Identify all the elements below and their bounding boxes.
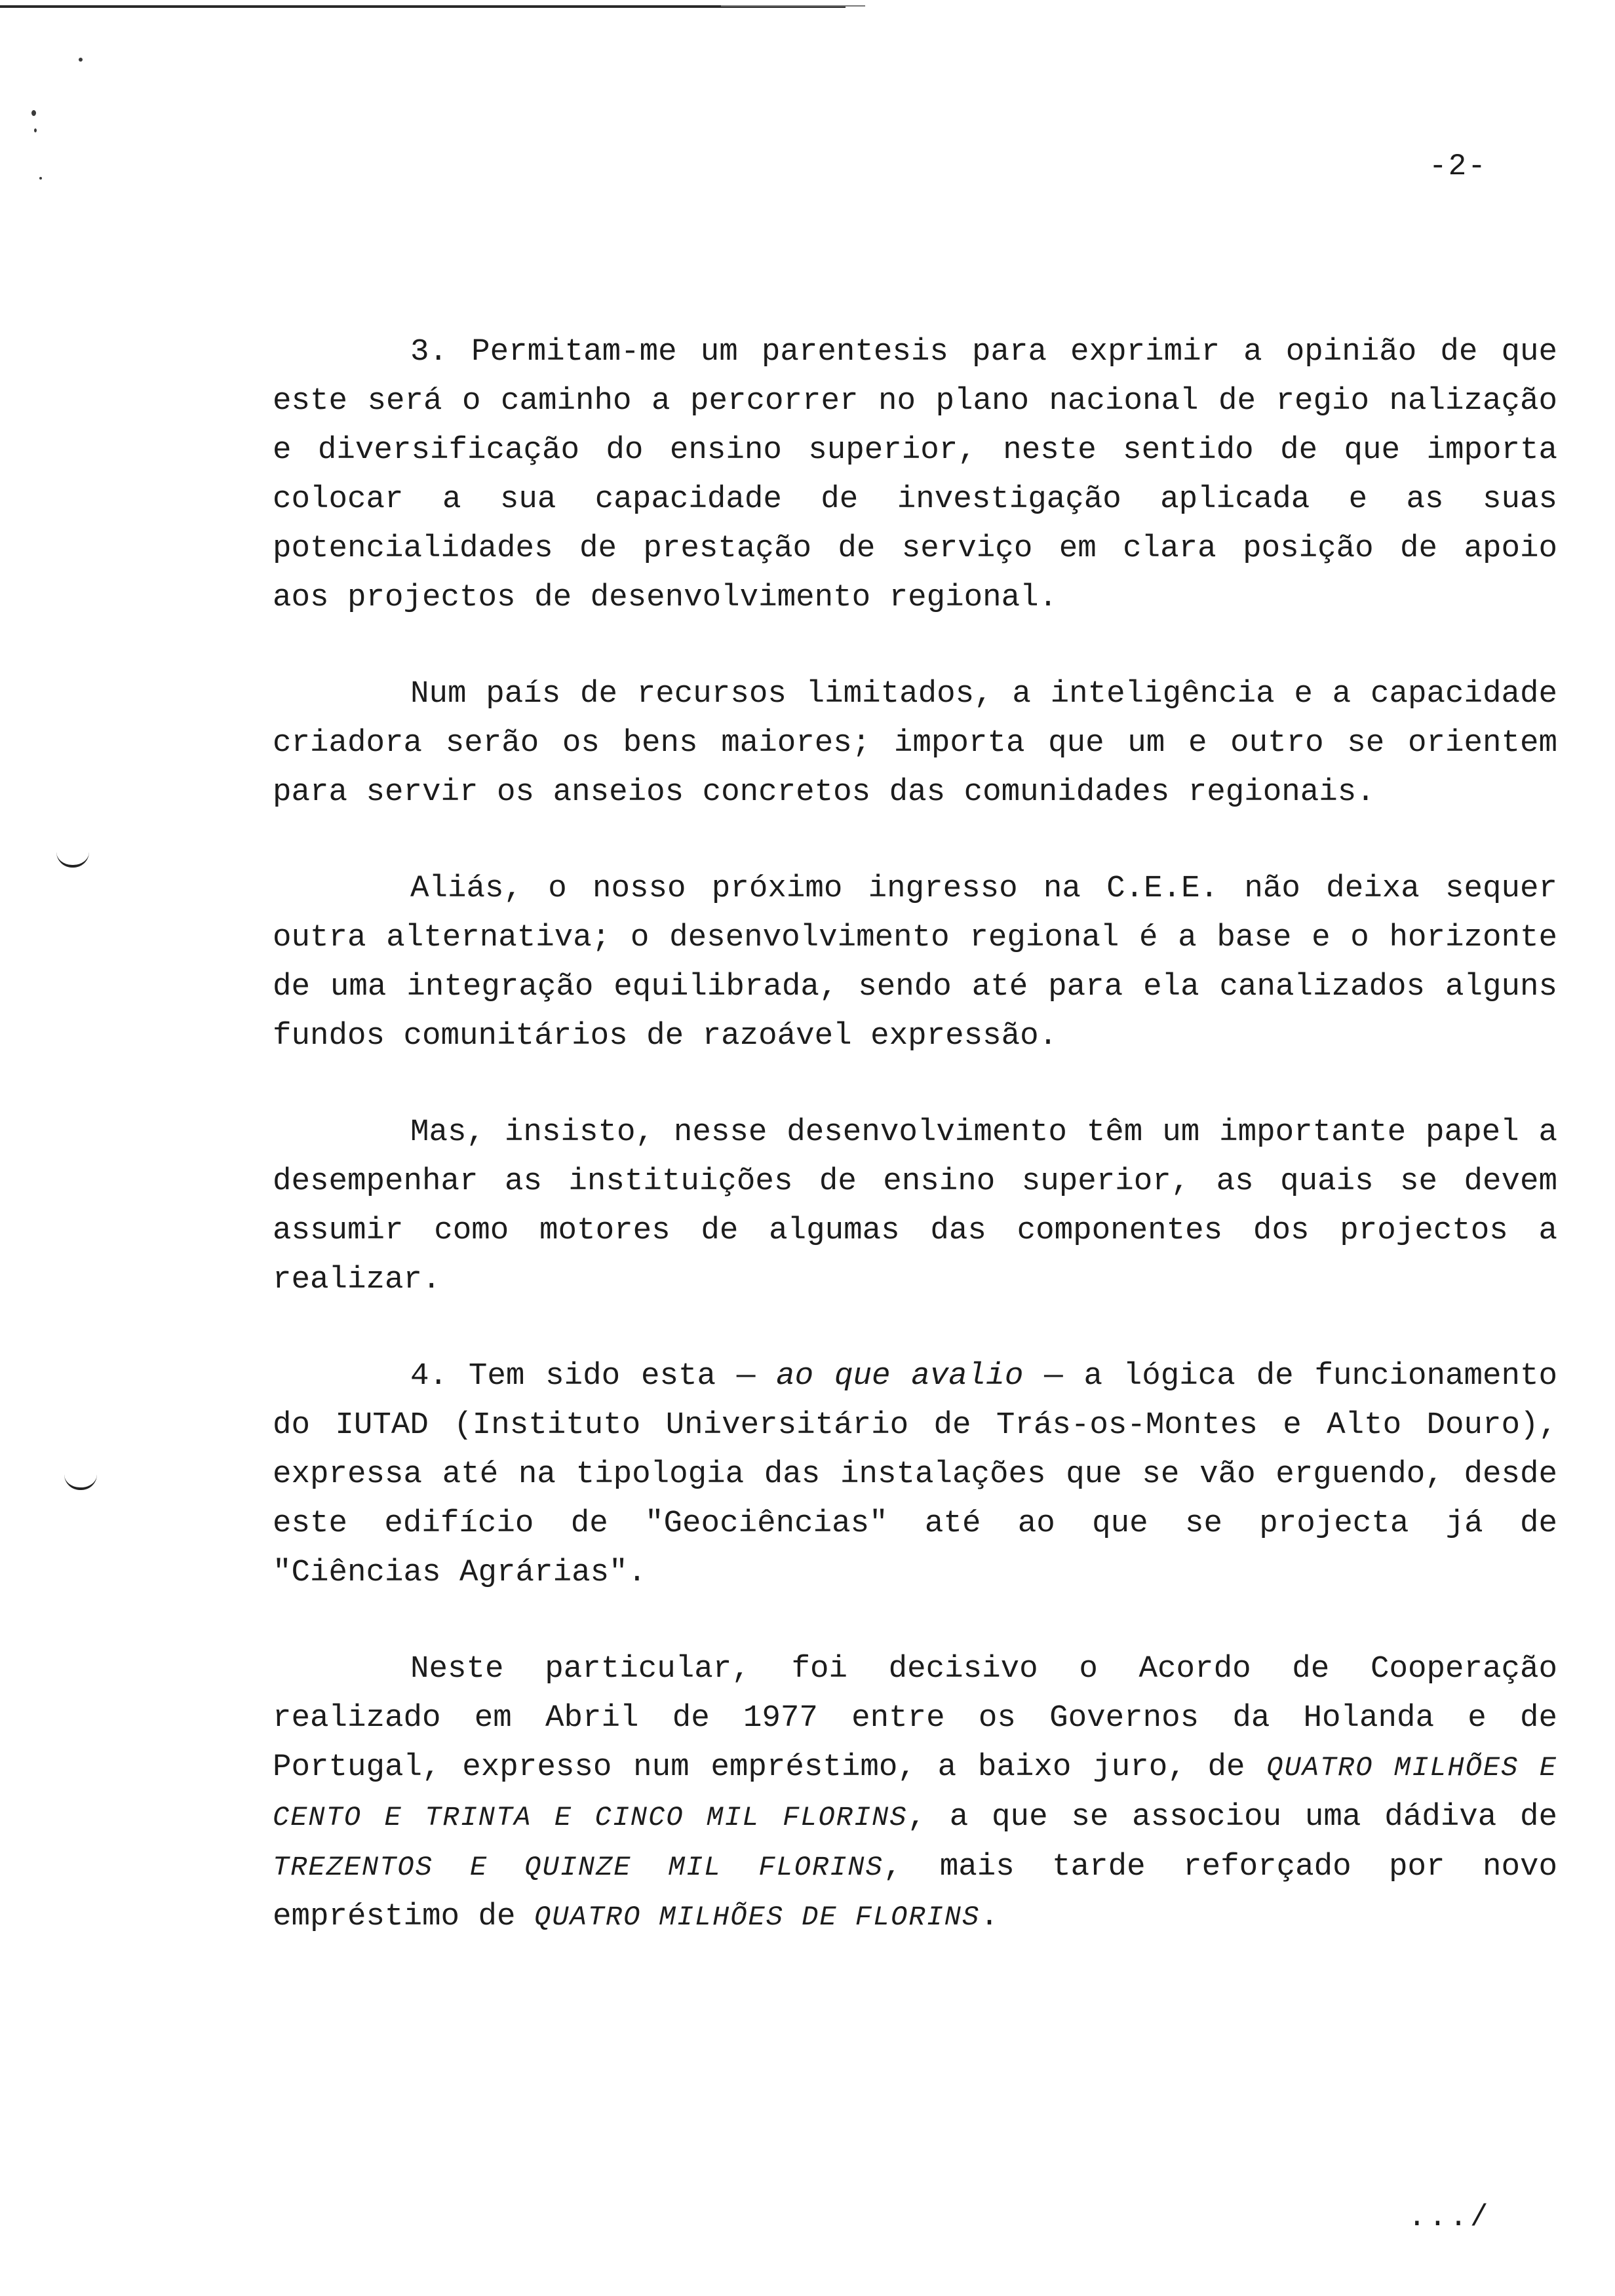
paragraph-acordo (273, 1645, 1557, 1942)
continuation-mark: .../ (1408, 2200, 1491, 2234)
margin-pencil-mark (64, 1474, 97, 1490)
amount-grant: TREZENTOS E QUINZE MIL FLORINS (273, 1852, 884, 1883)
scan-speck (39, 177, 42, 180)
top-scan-rule-thin (721, 5, 865, 7)
paragraph-text: 3. Permitam-me um parentesis para exprimir a opinião de que este será o caminho a percorrer no plano nacional de regio nalização e diversificação do ensino superior, neste sentido de que importa colocar a sua capacidade de investigação aplicada e as suas potencialidades de prestação de serviço em clara posição de apoio aos projectos de desenvolvimento regional. (273, 334, 1557, 615)
paragraph-gap (273, 1061, 1557, 1108)
paragraph-text: , a que se associou uma dádiva de (907, 1799, 1557, 1835)
scan-speck (34, 128, 37, 132)
paragraph-emphasis: ao que avalio (776, 1358, 1024, 1394)
paragraph-cee (273, 864, 1557, 1061)
amount-new-loan: QUATRO MILHÕES DE FLORINS (534, 1902, 981, 1933)
paragraph-4 (273, 1352, 1557, 1598)
paragraph-text: , mais tarde reforçado por novo empréstimo de (273, 1849, 1557, 1934)
paragraph-text: Mas, insisto, nesse desenvolvimento têm um importante papel a desempenhar as instituições de ensino superior, as quais se devem assumir como motores de algumas das componentes dos projectos a realizar. (273, 1115, 1557, 1297)
page-number: -2- (1429, 149, 1487, 183)
top-scan-rule (0, 5, 846, 8)
paragraph-text: . (980, 1899, 999, 1934)
paragraph-text: — a lógica de funcionamento do IUTAD (Instituto Universitário de Trás-os-Montes e Alto Douro), expressa até na tipologia das instalações que se vão erguendo, desde este edifício de "Geociências" até ao que se projecta já de "Ciências Agrárias". (273, 1358, 1558, 1590)
paragraph-text: 4. Tem sido esta — (410, 1358, 777, 1394)
paragraph-recursos (273, 670, 1557, 817)
margin-pencil-mark (56, 852, 89, 868)
paragraph-gap (273, 817, 1557, 864)
paragraph-text: Neste particular, foi decisivo o Acordo de Cooperação realizado em Abril de 1977 entre os Governos da Holanda e de Portugal, expresso num empréstimo, a baixo juro, de (273, 1651, 1557, 1785)
paragraph-gap (273, 1598, 1557, 1645)
paragraph-text: Num país de recursos limitados, a inteligência e a capacidade criadora serão os bens maiores; importa que um e outro se orientem para servir os anseios concretos das comunidades regionais. (273, 676, 1557, 810)
paragraph-gap (273, 622, 1557, 670)
scan-speck (31, 110, 36, 116)
document-body (273, 328, 1557, 1942)
amount-loan: QUATRO MILHÕES E CENTO E TRINTA E CINCO MIL FLORINS (273, 1752, 1557, 1833)
paragraph-gap (273, 1305, 1557, 1352)
paragraph-insisto (273, 1108, 1557, 1305)
paragraph-3 (273, 328, 1557, 622)
scan-speck (79, 58, 83, 62)
paragraph-text: Aliás, o nosso próximo ingresso na C.E.E. não deixa sequer outra alternativa; o desenvolvimento regional é a base e o horizonte de uma integração equilibrada, sendo até para ela canalizados alguns fundos comunitários de razoável expressão. (273, 871, 1557, 1054)
